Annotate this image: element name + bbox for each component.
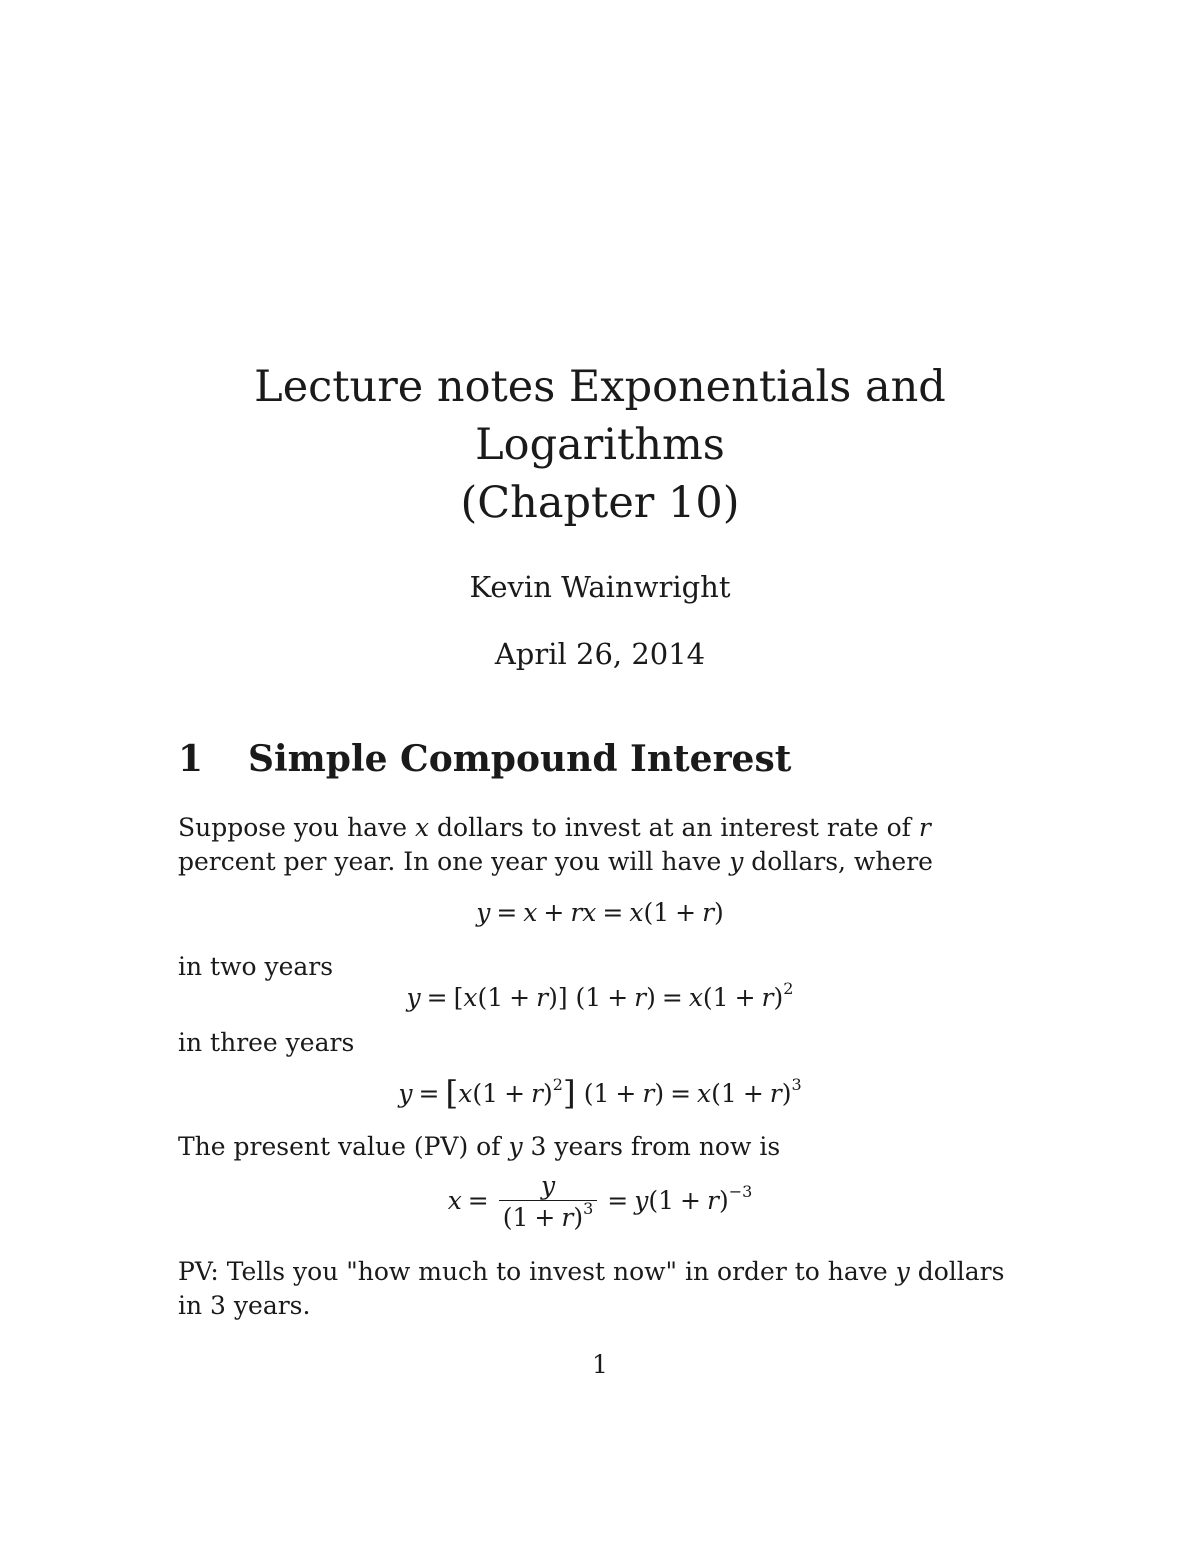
title-line-1: Lecture notes Exponentials and — [254, 362, 946, 412]
intro-text-3: percent per year. In one year you will have — [178, 847, 730, 876]
intro-text-4: dollars, where — [743, 847, 933, 876]
section-number: 1 — [178, 738, 204, 780]
two-years-label: in two years — [178, 952, 334, 981]
pv-var-y: y — [508, 1132, 523, 1161]
intro-paragraph — [178, 811, 1023, 879]
tells-text-2: dollars in 3 years. — [178, 1257, 1005, 1320]
title-line-2: Logarithms — [475, 420, 725, 470]
equation-two-years: y = [x(1 + r)] $(1 + r) = x(1 + r)^2$ — [406, 979, 794, 1012]
intro-var-x: x — [414, 813, 430, 842]
tells-text-1: PV: Tells you "how much to invest now" in order to have — [178, 1257, 896, 1286]
section-title: Simple Compound Interest — [248, 738, 792, 780]
tells-var-y: y — [895, 1257, 910, 1286]
present-value-paragraph — [178, 1130, 1023, 1164]
pv-text-2: 3 years from now is — [522, 1132, 781, 1161]
intro-text-1: Suppose you have — [178, 813, 415, 842]
three-years-label: in three years — [178, 1028, 355, 1057]
equation-three-years: $y = [x(1 + r)^2]$ $(1 + r) = x(1 + r)^3$ — [398, 1073, 802, 1112]
equation-present-value: x = $\frac{y}{(1 + r)^3}$ = $y(1 + r)^{-3}$ — [447, 1171, 753, 1232]
equation-one-year: y = x + rx = x(1 + r) — [476, 898, 724, 927]
intro-text-2: dollars to invest at an interest rate of — [429, 813, 919, 842]
pv-text-1: The present value (PV) of — [178, 1132, 509, 1161]
date: April 26, 2014 — [494, 637, 706, 671]
pv-explanation-paragraph — [178, 1255, 1023, 1323]
document-title — [0, 358, 1200, 532]
intro-var-y: y — [729, 847, 744, 876]
fraction: $\frac{y}{(1 + r)^3}$ — [499, 1172, 598, 1233]
title-line-3: (Chapter 10) — [460, 478, 740, 528]
section-heading — [178, 738, 791, 780]
author: Kevin Wainwright — [469, 570, 731, 604]
page-number: 1 — [592, 1350, 608, 1379]
intro-var-r: r — [918, 813, 931, 842]
